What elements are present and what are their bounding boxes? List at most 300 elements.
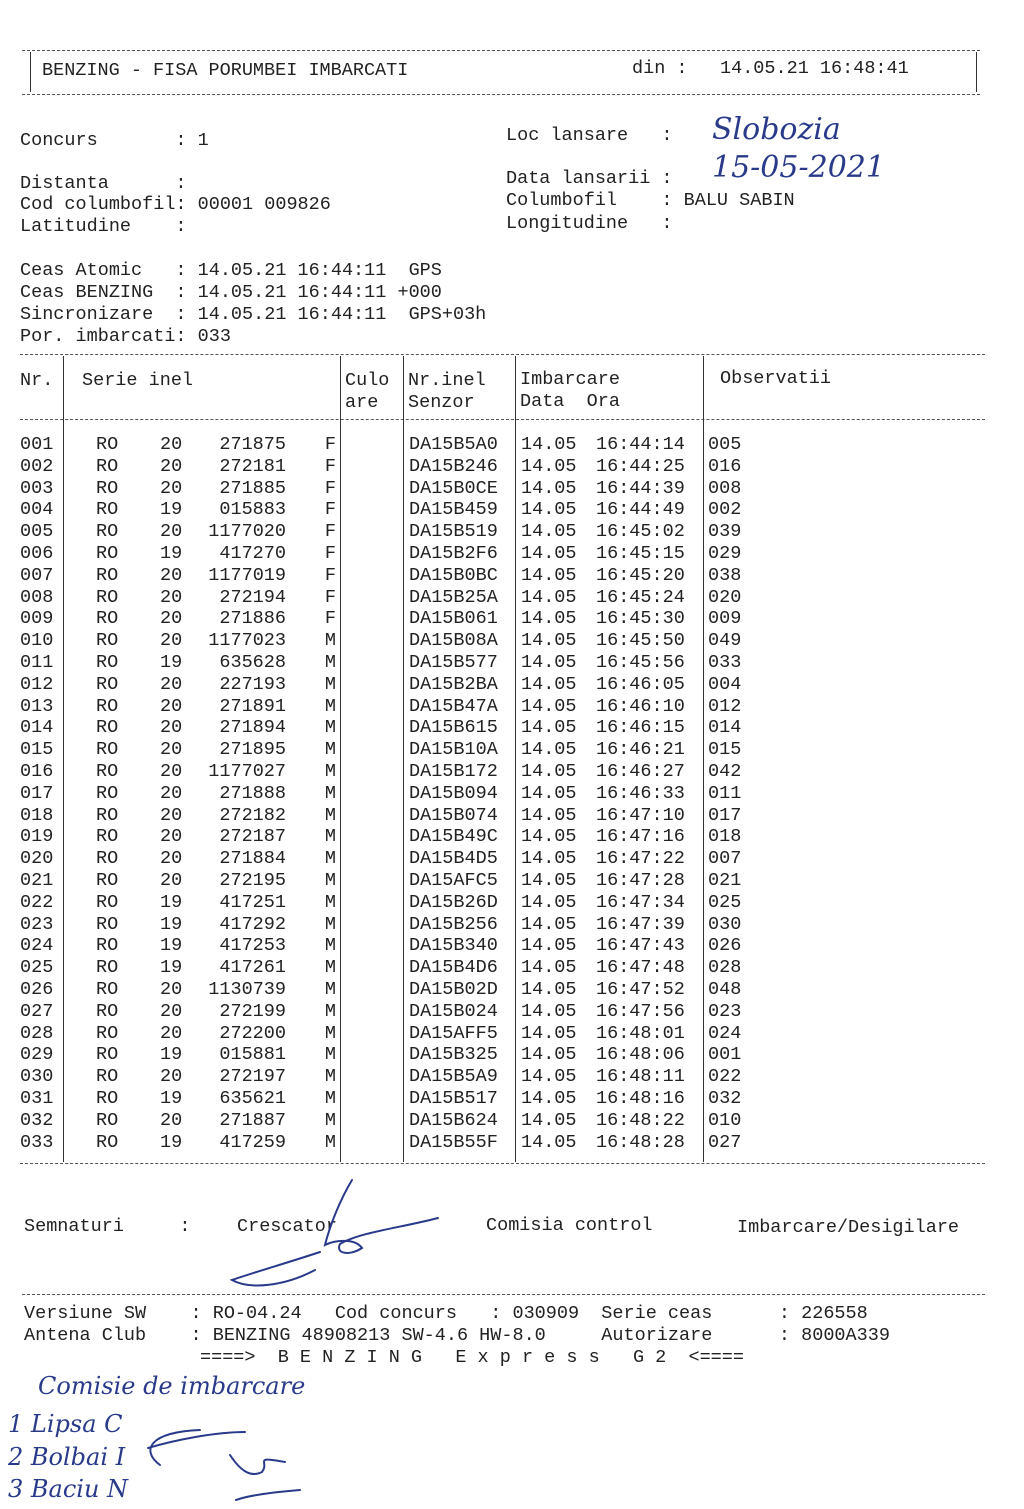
cell-sensor: DA15B0BC bbox=[409, 564, 498, 586]
header-imbarcare-2: Data Ora bbox=[520, 391, 620, 412]
cell-date: 14.05 bbox=[521, 652, 577, 673]
cell-obs: 024 bbox=[708, 1022, 742, 1044]
cell-time: 16:47:28 bbox=[596, 870, 685, 891]
cell-sensor: DA15B2BA bbox=[409, 673, 498, 695]
cell-time: 16:44:49 bbox=[596, 499, 685, 521]
cell-year: 20 bbox=[160, 979, 183, 1000]
cell-year: 19 bbox=[160, 652, 183, 673]
cell-sex: F bbox=[324, 564, 336, 586]
cell-date: 14.05 bbox=[521, 1000, 577, 1022]
cell-ring: 015881 bbox=[219, 1044, 286, 1066]
cell-nr: 022 bbox=[20, 891, 54, 913]
cell-obs: 027 bbox=[708, 1131, 742, 1153]
cell-date: 14.05 bbox=[521, 782, 577, 804]
por-imbarcati-field: Por. imbarcati: 033 bbox=[20, 326, 231, 347]
cell-time: 16:48:01 bbox=[596, 1022, 685, 1044]
data-lansarii-handwritten: 15-05-2021 bbox=[712, 150, 885, 185]
cell-time: 16:44:14 bbox=[596, 434, 685, 455]
cell-ring: 417253 bbox=[219, 935, 286, 957]
cell-year: 20 bbox=[160, 477, 183, 499]
cell-date: 14.05 bbox=[521, 826, 577, 848]
cell-time: 16:48:28 bbox=[596, 1131, 685, 1153]
cell-sensor: DA15B4D5 bbox=[409, 848, 498, 870]
longitudine-field: Longitudine : bbox=[506, 213, 673, 234]
cell-date: 14.05 bbox=[521, 521, 577, 543]
cell-date: 14.05 bbox=[521, 1066, 577, 1088]
cell-year: 19 bbox=[160, 1088, 183, 1109]
cell-year: 19 bbox=[160, 957, 183, 979]
cell-obs: 033 bbox=[708, 652, 742, 673]
cell-obs: 029 bbox=[708, 543, 742, 564]
cell-ring: 1177019 bbox=[208, 564, 286, 586]
cell-nr: 023 bbox=[20, 913, 54, 935]
cell-nr: 028 bbox=[20, 1022, 54, 1044]
din-value: 14.05.21 16:48:41 bbox=[720, 58, 909, 79]
cell-time: 16:47:16 bbox=[596, 826, 685, 848]
cell-time: 16:45:02 bbox=[596, 521, 685, 543]
concurs-field: Concurs : 1 bbox=[20, 130, 209, 151]
cell-sex: M bbox=[324, 782, 336, 804]
cell-date: 14.05 bbox=[521, 935, 577, 957]
cell-obs: 014 bbox=[708, 717, 742, 739]
cell-date: 14.05 bbox=[521, 1088, 577, 1109]
cell-obs: 010 bbox=[708, 1109, 742, 1131]
cell-obs: 026 bbox=[708, 935, 742, 957]
cell-sex: M bbox=[324, 630, 336, 652]
cell-date: 14.05 bbox=[521, 804, 577, 826]
cell-obs: 025 bbox=[708, 891, 742, 913]
cell-sensor: DA15B519 bbox=[409, 521, 498, 543]
cell-ring: 417270 bbox=[219, 543, 286, 564]
cell-sex: M bbox=[324, 1000, 336, 1022]
cell-nr: 005 bbox=[20, 521, 54, 543]
cell-time: 16:46:33 bbox=[596, 782, 685, 804]
cell-country: RO bbox=[96, 630, 119, 652]
cell-time: 16:47:43 bbox=[596, 935, 685, 957]
cell-nr: 008 bbox=[20, 586, 54, 608]
cell-time: 16:48:16 bbox=[596, 1088, 685, 1109]
cell-nr: 024 bbox=[20, 935, 54, 957]
cell-date: 14.05 bbox=[521, 543, 577, 564]
columbofil-field: Columbofil : BALU SABIN bbox=[506, 190, 795, 211]
cell-date: 14.05 bbox=[521, 586, 577, 608]
cell-country: RO bbox=[96, 935, 119, 957]
cell-sensor: DA15B5A0 bbox=[409, 434, 498, 455]
comisia-control-label: Comisia control bbox=[486, 1215, 653, 1236]
cell-country: RO bbox=[96, 804, 119, 826]
cell-sex: M bbox=[324, 652, 336, 673]
cell-obs: 004 bbox=[708, 673, 742, 695]
cell-year: 20 bbox=[160, 826, 183, 848]
cell-date: 14.05 bbox=[521, 761, 577, 782]
table-bottom-border bbox=[20, 1163, 985, 1164]
cell-time: 16:45:15 bbox=[596, 543, 685, 564]
cell-country: RO bbox=[96, 608, 119, 630]
cell-year: 20 bbox=[160, 695, 183, 717]
cell-nr: 007 bbox=[20, 564, 54, 586]
crescator-signature-flourish bbox=[232, 1252, 320, 1285]
cell-country: RO bbox=[96, 521, 119, 543]
cell-date: 14.05 bbox=[521, 455, 577, 477]
crescator-label: Crescator bbox=[237, 1216, 337, 1237]
cell-ring: 271884 bbox=[219, 848, 286, 870]
cell-year: 20 bbox=[160, 1000, 183, 1022]
cell-nr: 032 bbox=[20, 1109, 54, 1131]
cell-obs: 023 bbox=[708, 1000, 742, 1022]
comisie-member-1: 1 Lipsa C bbox=[8, 1410, 123, 1438]
cell-sensor: DA15B074 bbox=[409, 804, 498, 826]
cell-obs: 039 bbox=[708, 521, 742, 543]
cell-obs: 049 bbox=[708, 630, 742, 652]
header-imbarcare-1: Imbarcare bbox=[520, 369, 620, 390]
cell-year: 20 bbox=[160, 630, 183, 652]
cell-nr: 009 bbox=[20, 608, 54, 630]
cell-sensor: DA15B517 bbox=[409, 1088, 498, 1109]
header-nr-inel-1: Nr.inel bbox=[408, 370, 486, 391]
cell-country: RO bbox=[96, 761, 119, 782]
cell-obs: 042 bbox=[708, 761, 742, 782]
cell-sensor: DA15B10A bbox=[409, 739, 498, 761]
cell-year: 19 bbox=[160, 543, 183, 564]
header-nr-inel-2: Senzor bbox=[408, 392, 475, 413]
footer-line-1: Versiune SW : RO-04.24 Cod concurs : 030909 Serie ceas : 226558 bbox=[24, 1303, 868, 1324]
loc-lansare-handwritten: Slobozia bbox=[712, 112, 841, 147]
header-border-top bbox=[22, 50, 980, 51]
loc-lansare-field: Loc lansare : bbox=[506, 125, 673, 146]
header-culoare-1: Culo bbox=[345, 370, 390, 391]
cell-sex: M bbox=[324, 717, 336, 739]
cell-year: 20 bbox=[160, 434, 183, 455]
cell-ring: 1177027 bbox=[208, 761, 286, 782]
cell-time: 16:46:21 bbox=[596, 739, 685, 761]
cell-sex: M bbox=[324, 870, 336, 891]
cell-sensor: DA15B55F bbox=[409, 1131, 498, 1153]
din-label: din : bbox=[632, 58, 688, 79]
cell-obs: 005 bbox=[708, 434, 742, 455]
cell-sensor: DA15B340 bbox=[409, 935, 498, 957]
cell-sensor: DA15B246 bbox=[409, 455, 498, 477]
cell-nr: 029 bbox=[20, 1044, 54, 1066]
cell-sensor: DA15B25A bbox=[409, 586, 498, 608]
header-border-right bbox=[976, 52, 977, 92]
col-sep-3 bbox=[403, 356, 404, 1162]
cell-country: RO bbox=[96, 1000, 119, 1022]
cell-sensor: DA15B061 bbox=[409, 608, 498, 630]
cell-date: 14.05 bbox=[521, 717, 577, 739]
cell-year: 20 bbox=[160, 804, 183, 826]
cell-country: RO bbox=[96, 717, 119, 739]
cell-country: RO bbox=[96, 477, 119, 499]
cell-ring: 271894 bbox=[219, 717, 286, 739]
cell-country: RO bbox=[96, 652, 119, 673]
cell-sensor: DA15B459 bbox=[409, 499, 498, 521]
cell-obs: 018 bbox=[708, 826, 742, 848]
cell-date: 14.05 bbox=[521, 1044, 577, 1066]
cell-ring: 271887 bbox=[219, 1109, 286, 1131]
cell-ring: 272194 bbox=[219, 586, 286, 608]
cell-country: RO bbox=[96, 586, 119, 608]
cell-sex: F bbox=[324, 477, 336, 499]
cell-sex: M bbox=[324, 848, 336, 870]
cell-sensor: DA15B26D bbox=[409, 891, 498, 913]
cell-country: RO bbox=[96, 564, 119, 586]
cell-obs: 022 bbox=[708, 1066, 742, 1088]
cell-obs: 012 bbox=[708, 695, 742, 717]
cell-country: RO bbox=[96, 1109, 119, 1131]
cell-ring: 271886 bbox=[219, 608, 286, 630]
cell-year: 20 bbox=[160, 848, 183, 870]
semnaturi-label: Semnaturi : bbox=[24, 1216, 191, 1237]
cell-sensor: DA15B5A9 bbox=[409, 1066, 498, 1088]
cell-ring: 271895 bbox=[219, 739, 286, 761]
cell-year: 20 bbox=[160, 1022, 183, 1044]
sincronizare-field: Sincronizare : 14.05.21 16:44:11 GPS+03h bbox=[20, 304, 487, 325]
cell-ring: 271888 bbox=[219, 782, 286, 804]
cell-nr: 030 bbox=[20, 1066, 54, 1088]
cell-sex: M bbox=[324, 804, 336, 826]
cell-year: 20 bbox=[160, 586, 183, 608]
cell-country: RO bbox=[96, 739, 119, 761]
table-top-border bbox=[20, 354, 985, 355]
cell-country: RO bbox=[96, 782, 119, 804]
cell-obs: 021 bbox=[708, 870, 742, 891]
cell-sex: M bbox=[324, 1088, 336, 1109]
cell-date: 14.05 bbox=[521, 608, 577, 630]
comisie-member-3: 3 Baciu N bbox=[8, 1475, 129, 1503]
cell-year: 20 bbox=[160, 870, 183, 891]
cell-sex: M bbox=[324, 979, 336, 1000]
cell-sex: F bbox=[324, 434, 336, 455]
cell-country: RO bbox=[96, 455, 119, 477]
cell-date: 14.05 bbox=[521, 870, 577, 891]
cell-year: 20 bbox=[160, 761, 183, 782]
cell-country: RO bbox=[96, 913, 119, 935]
cell-time: 16:45:50 bbox=[596, 630, 685, 652]
cell-year: 20 bbox=[160, 739, 183, 761]
cell-country: RO bbox=[96, 826, 119, 848]
cell-ring: 271885 bbox=[219, 477, 286, 499]
header-border-bottom bbox=[22, 94, 980, 95]
distanta-field: Distanta : bbox=[20, 173, 187, 194]
cell-year: 19 bbox=[160, 935, 183, 957]
cell-time: 16:48:06 bbox=[596, 1044, 685, 1066]
cell-sex: M bbox=[324, 957, 336, 979]
cell-nr: 031 bbox=[20, 1088, 54, 1109]
cell-time: 16:44:39 bbox=[596, 477, 685, 499]
cell-year: 20 bbox=[160, 673, 183, 695]
cell-nr: 011 bbox=[20, 652, 54, 673]
cell-year: 20 bbox=[160, 455, 183, 477]
cell-date: 14.05 bbox=[521, 499, 577, 521]
col-sep-4 bbox=[515, 356, 516, 1162]
cell-ring: 272200 bbox=[219, 1022, 286, 1044]
cell-obs: 016 bbox=[708, 455, 742, 477]
imbarcare-desigilare-label: Imbarcare/Desigilare bbox=[737, 1217, 960, 1238]
cell-nr: 001 bbox=[20, 434, 54, 455]
cell-country: RO bbox=[96, 543, 119, 564]
cell-year: 20 bbox=[160, 564, 183, 586]
cell-sex: M bbox=[324, 935, 336, 957]
cod-columbofil-field: Cod columbofil: 00001 009826 bbox=[20, 194, 331, 215]
cell-country: RO bbox=[96, 848, 119, 870]
crescator-signature bbox=[325, 1180, 438, 1253]
cell-ring: 272195 bbox=[219, 870, 286, 891]
cell-nr: 012 bbox=[20, 673, 54, 695]
cell-sensor: DA15B49C bbox=[409, 826, 498, 848]
cell-country: RO bbox=[96, 1066, 119, 1088]
cell-ring: 1130739 bbox=[208, 979, 286, 1000]
footer-line-2: Antena Club : BENZING 48908213 SW-4.6 HW-8.0 Autorizare : 8000A339 bbox=[24, 1325, 890, 1346]
cell-ring: 272197 bbox=[219, 1066, 286, 1088]
col-sep-5 bbox=[703, 356, 704, 1162]
comisie-member-2: 2 Bolbai I bbox=[8, 1443, 126, 1471]
cell-nr: 033 bbox=[20, 1131, 54, 1153]
cell-year: 19 bbox=[160, 891, 183, 913]
cell-obs: 008 bbox=[708, 477, 742, 499]
cell-year: 20 bbox=[160, 782, 183, 804]
cell-date: 14.05 bbox=[521, 913, 577, 935]
cell-nr: 002 bbox=[20, 455, 54, 477]
cell-time: 16:47:52 bbox=[596, 979, 685, 1000]
cell-time: 16:46:05 bbox=[596, 673, 685, 695]
cell-nr: 019 bbox=[20, 826, 54, 848]
cell-date: 14.05 bbox=[521, 957, 577, 979]
cell-date: 14.05 bbox=[521, 1109, 577, 1131]
cell-nr: 018 bbox=[20, 804, 54, 826]
cell-nr: 004 bbox=[20, 499, 54, 521]
cell-date: 14.05 bbox=[521, 695, 577, 717]
cell-ring: 272182 bbox=[219, 804, 286, 826]
cell-ring: 635628 bbox=[219, 652, 286, 673]
cell-sensor: DA15B577 bbox=[409, 652, 498, 673]
cell-sex: M bbox=[324, 826, 336, 848]
header-culoare-2: are bbox=[345, 392, 379, 413]
cell-country: RO bbox=[96, 1088, 119, 1109]
cell-ring: 417259 bbox=[219, 1131, 286, 1153]
cell-sex: M bbox=[324, 695, 336, 717]
cell-date: 14.05 bbox=[521, 891, 577, 913]
cell-sex: F bbox=[324, 543, 336, 564]
cell-sex: M bbox=[324, 891, 336, 913]
cell-ring: 272199 bbox=[219, 1000, 286, 1022]
cell-sensor: DA15AFF5 bbox=[409, 1022, 498, 1044]
cell-year: 20 bbox=[160, 521, 183, 543]
document-title: BENZING - FISA PORUMBEI IMBARCATI bbox=[42, 60, 409, 81]
cell-sex: M bbox=[324, 739, 336, 761]
cell-sensor: DA15B08A bbox=[409, 630, 498, 652]
cell-obs: 011 bbox=[708, 782, 742, 804]
cell-obs: 048 bbox=[708, 979, 742, 1000]
cell-sensor: DA15AFC5 bbox=[409, 870, 498, 891]
cell-sensor: DA15B624 bbox=[409, 1109, 498, 1131]
cell-country: RO bbox=[96, 870, 119, 891]
cell-year: 19 bbox=[160, 913, 183, 935]
cell-date: 14.05 bbox=[521, 434, 577, 455]
cell-date: 14.05 bbox=[521, 979, 577, 1000]
cell-nr: 003 bbox=[20, 477, 54, 499]
header-serie-inel: Serie inel bbox=[82, 370, 194, 391]
cell-sensor: DA15B256 bbox=[409, 913, 498, 935]
cell-obs: 028 bbox=[708, 957, 742, 979]
cell-obs: 009 bbox=[708, 608, 742, 630]
cell-nr: 025 bbox=[20, 957, 54, 979]
cell-ring: 417292 bbox=[219, 913, 286, 935]
cell-nr: 006 bbox=[20, 543, 54, 564]
cell-sex: M bbox=[324, 913, 336, 935]
cell-ring: 635621 bbox=[219, 1088, 286, 1109]
cell-time: 16:47:34 bbox=[596, 891, 685, 913]
cell-time: 16:47:10 bbox=[596, 804, 685, 826]
cell-country: RO bbox=[96, 957, 119, 979]
latitudine-field: Latitudine : bbox=[20, 216, 187, 237]
cell-country: RO bbox=[96, 1022, 119, 1044]
cell-time: 16:48:22 bbox=[596, 1109, 685, 1131]
cell-nr: 013 bbox=[20, 695, 54, 717]
cell-obs: 001 bbox=[708, 1044, 742, 1066]
cell-date: 14.05 bbox=[521, 1022, 577, 1044]
commission-signature-1 bbox=[148, 1430, 245, 1465]
header-border-left bbox=[30, 52, 31, 92]
cell-nr: 014 bbox=[20, 717, 54, 739]
comisie-handwritten-title: Comisie de imbarcare bbox=[38, 1372, 306, 1400]
cell-sensor: DA15B094 bbox=[409, 782, 498, 804]
cell-year: 19 bbox=[160, 1131, 183, 1153]
cell-sex: F bbox=[324, 521, 336, 543]
col-sep-2 bbox=[340, 356, 341, 1162]
cell-date: 14.05 bbox=[521, 848, 577, 870]
cell-ring: 272187 bbox=[219, 826, 286, 848]
cell-obs: 020 bbox=[708, 586, 742, 608]
cell-country: RO bbox=[96, 695, 119, 717]
cell-sex: M bbox=[324, 761, 336, 782]
cell-sensor: DA15B2F6 bbox=[409, 543, 498, 564]
cell-nr: 026 bbox=[20, 979, 54, 1000]
cell-date: 14.05 bbox=[521, 739, 577, 761]
ceas-atomic-field: Ceas Atomic : 14.05.21 16:44:11 GPS bbox=[20, 260, 442, 281]
cell-date: 14.05 bbox=[521, 630, 577, 652]
cell-year: 20 bbox=[160, 1066, 183, 1088]
cell-date: 14.05 bbox=[521, 1131, 577, 1153]
cell-country: RO bbox=[96, 1044, 119, 1066]
header-observatii: Observatii bbox=[720, 368, 832, 389]
cell-nr: 027 bbox=[20, 1000, 54, 1022]
col-sep-1 bbox=[63, 356, 64, 1162]
cell-year: 20 bbox=[160, 1109, 183, 1131]
cell-ring: 227193 bbox=[219, 673, 286, 695]
cell-time: 16:47:22 bbox=[596, 848, 685, 870]
cell-sensor: DA15B47A bbox=[409, 695, 498, 717]
cell-nr: 010 bbox=[20, 630, 54, 652]
commission-signature-2 bbox=[230, 1455, 300, 1500]
cell-sex: M bbox=[324, 1022, 336, 1044]
cell-sensor: DA15B02D bbox=[409, 979, 498, 1000]
cell-ring: 1177023 bbox=[208, 630, 286, 652]
cell-ring: 417261 bbox=[219, 957, 286, 979]
cell-sensor: DA15B024 bbox=[409, 1000, 498, 1022]
cell-time: 16:46:15 bbox=[596, 717, 685, 739]
table-header-border bbox=[20, 419, 985, 420]
cell-nr: 020 bbox=[20, 848, 54, 870]
cell-obs: 038 bbox=[708, 564, 742, 586]
cell-nr: 021 bbox=[20, 870, 54, 891]
cell-year: 19 bbox=[160, 1044, 183, 1066]
cell-time: 16:44:25 bbox=[596, 455, 685, 477]
cell-obs: 030 bbox=[708, 913, 742, 935]
cell-country: RO bbox=[96, 979, 119, 1000]
cell-nr: 016 bbox=[20, 761, 54, 782]
cell-sex: F bbox=[324, 586, 336, 608]
cell-time: 16:45:30 bbox=[596, 608, 685, 630]
